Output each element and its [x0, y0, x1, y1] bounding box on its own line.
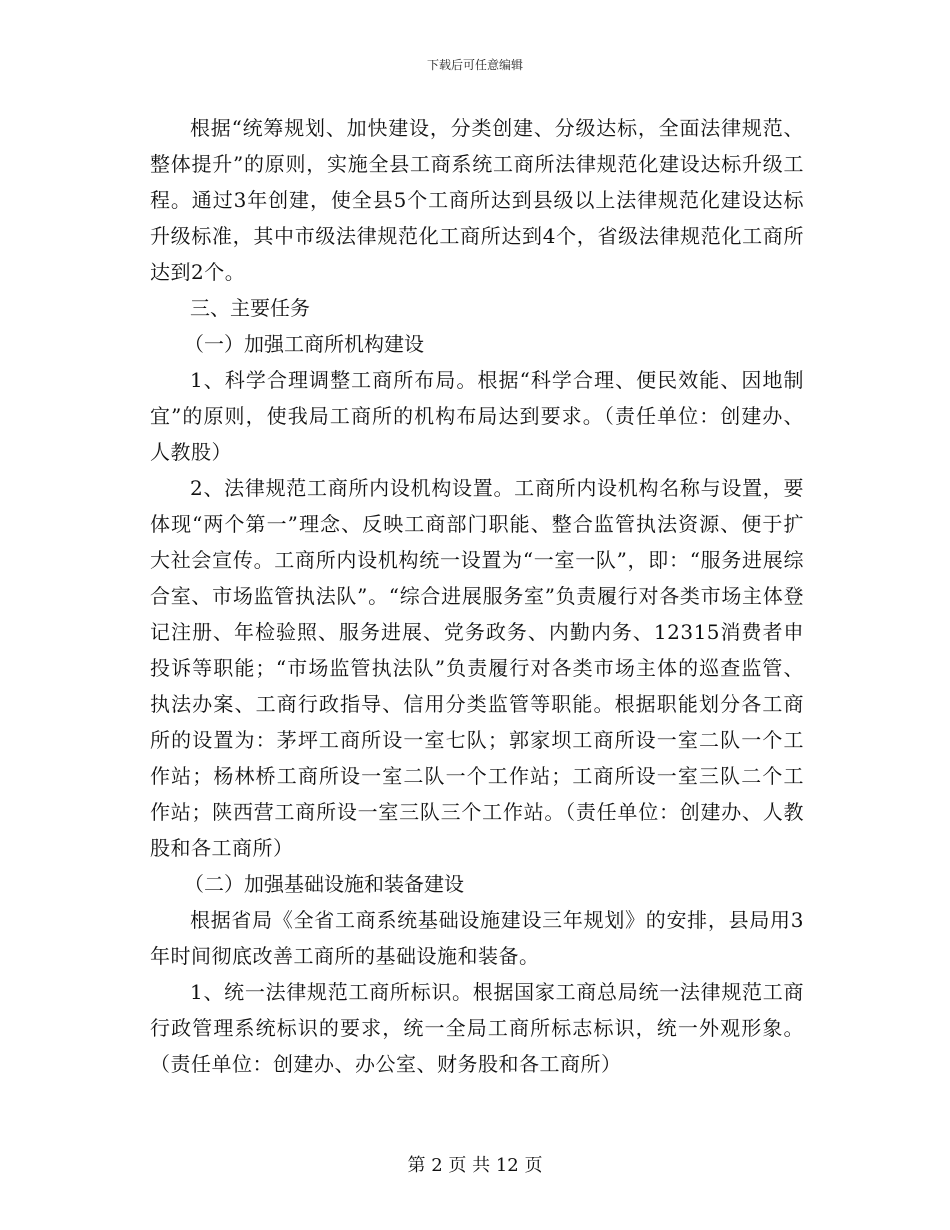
paragraph-item-1-layout: 1、科学合理调整工商所布局。根据“科学合理、便民效能、因地制宜”的原则，使我局工商所的机构布局达到要求。（责任单位：创建办、人教股）	[150, 368, 804, 464]
paragraph-infrastructure-plan: 根据省局《全省工商系统基础设施建设三年规划》的安排，县局用3年时间彻底改善工商所的基础设施和装备。	[150, 908, 804, 968]
paragraph-item-1-identity: 1、统一法律规范工商所标识。根据国家工商总局统一法律规范工商行政管理系统标识的要求，统一全局工商所标志标识，统一外观形象。（责任单位：创建办、办公室、财务股和各工商所）	[150, 980, 804, 1076]
paragraph-principles: 根据“统筹规划、加快建设，分类创建、分级达标，全面法律规范、整体提升”的原则，实施全县工商系统工商所法律规范化建设达标升级工程。通过3年创建，使全县5个工商所达到县级以上法律规范化建设达标升级标准，其中市级法律规范化工商所达到4个，省级法律规范化工商所达到2个。	[150, 116, 804, 284]
page-header: 下载后可任意编辑	[426, 58, 523, 72]
subsection-heading-institution: （一）加强工商所机构建设	[184, 332, 424, 356]
page-footer: 第 2 页 共 12 页	[407, 1155, 543, 1176]
document-body	[150, 110, 804, 1082]
section-heading-main-tasks: 三、主要任务	[190, 296, 310, 320]
subsection-heading-infrastructure: （二）加强基础设施和装备建设	[184, 872, 464, 896]
paragraph-item-2-internal-setup: 2、法律规范工商所内设机构设置。工商所内设机构名称与设置，要体现“两个第一”理念、反映工商部门职能、整合监管执法资源、便于扩大社会宣传。工商所内设机构统一设置为“一室一队”，即：“服务进展综合室、市场监管执法队”。“综合进展服务室”负责履行对各类市场主体登记注册、年检验照、服务进展、党务政务、内勤内务、12315消费者申投诉等职能；“市场监管执法队”负责履行对各类市场主体的巡查监管、执法办案、工商行政指导、信用分类监管等职能。根据职能划分各工商所的设置为：茅坪工商所设一室七队；郭家坝工商所设一室二队一个工作站；杨林桥工商所设一室二队一个工作站；工商所设一室三队二个工作站；陕西营工商所设一室三队三个工作站。（责任单位：创建办、人教股和各工商所）	[150, 476, 804, 860]
